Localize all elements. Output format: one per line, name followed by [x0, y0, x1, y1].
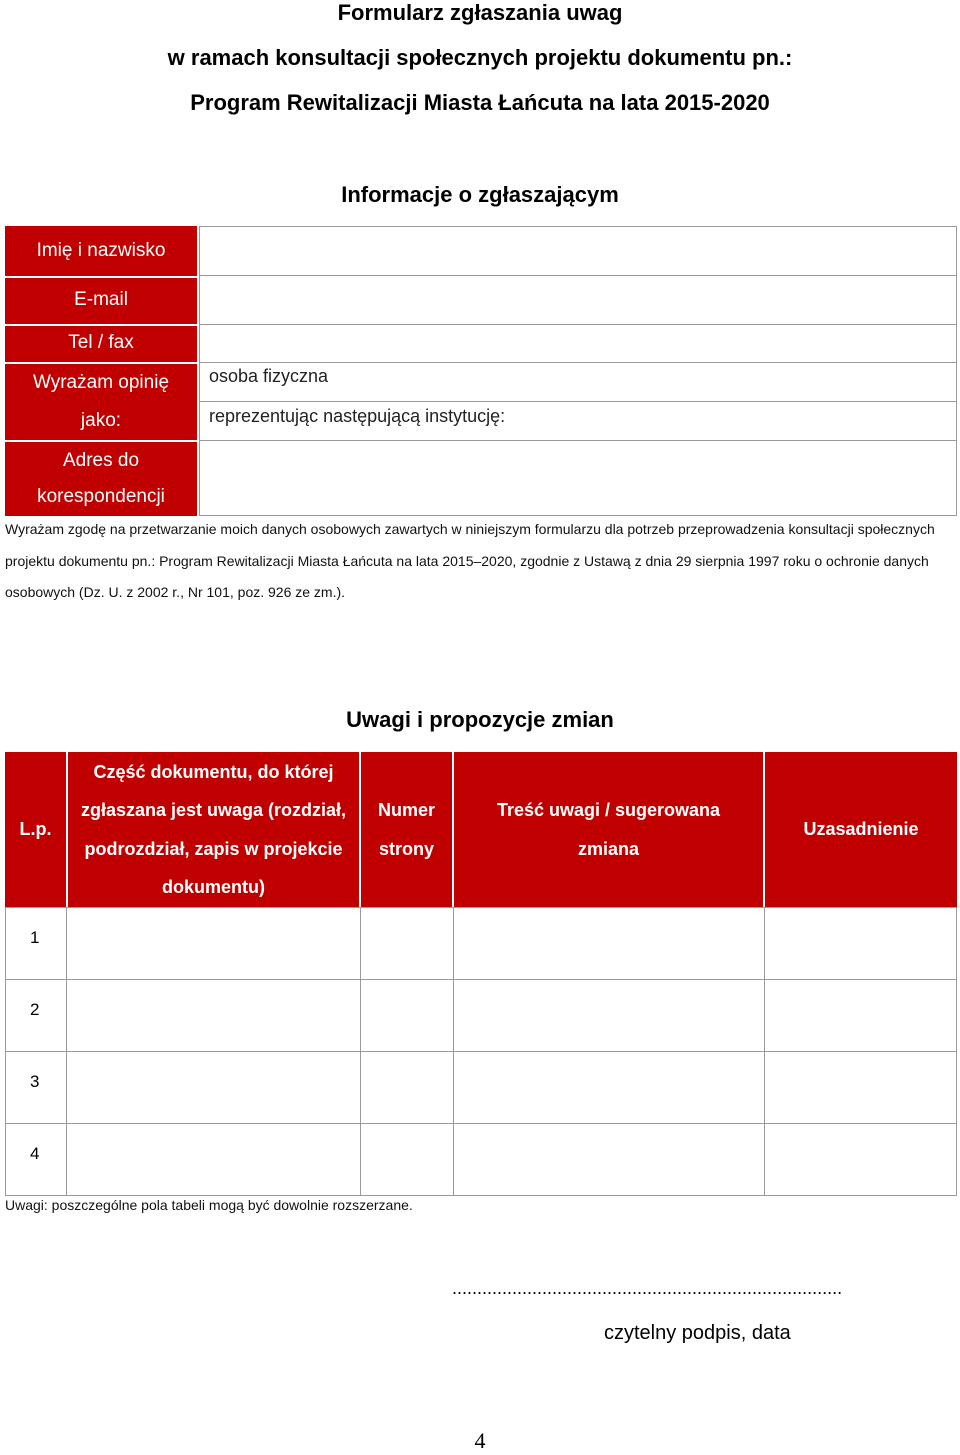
- submitter-table: [5, 226, 957, 516]
- submitter-section-title: Informacje o zgłaszającym: [341, 182, 619, 207]
- col-lp: [5, 752, 66, 907]
- row-number: 2: [30, 1000, 40, 1019]
- col-content-line: zmiana: [577, 838, 640, 859]
- justification-cell[interactable]: [764, 907, 957, 980]
- name-field[interactable]: [199, 226, 957, 276]
- col-comment-content: [454, 752, 763, 907]
- col-document-part: [68, 752, 359, 907]
- consent-text: Wyrażam zgodę na przetwarzanie moich danych osobowych zawartych w niniejszym formularzu dla potrzeb przeprowadzenia konsultacji społecznych projektu dokumentu pn.: Program Rewitalizacji Miasta Łańcuta na lata 2015–2020, zgodnie z Ustawą z dnia 29 sierpnia 1997 roku o ochronie danych osobowych (Dz. U. z 2002 r., Nr 101, poz. 926 ze zm.).: [5, 521, 935, 600]
- col-part-line: Część dokumentu, do której: [93, 761, 334, 782]
- comments-table: [5, 752, 957, 1196]
- col-justification: [765, 752, 957, 907]
- col-lp-label: L.p.: [19, 819, 52, 840]
- col-page-line: Numer: [377, 800, 435, 820]
- phone-label: Tel / fax: [68, 332, 134, 353]
- content-cell[interactable]: [453, 1051, 765, 1124]
- row-number: 1: [30, 928, 40, 947]
- address-label: Adres do: [62, 450, 140, 471]
- col-page-number: [361, 752, 452, 907]
- table-body: [5, 907, 957, 1196]
- content-cell[interactable]: [453, 907, 765, 980]
- email-field[interactable]: [199, 275, 957, 325]
- option-institution[interactable]: reprezentując następującą instytucję:: [209, 406, 506, 426]
- form-subtitle: w ramach konsultacji społecznych projektu dokumentu pn.:: [167, 45, 793, 70]
- page-cell[interactable]: [360, 1123, 454, 1196]
- content-cell[interactable]: [453, 1123, 765, 1196]
- form-title: Formularz zgłaszania uwag: [337, 0, 623, 25]
- address-field[interactable]: [199, 440, 957, 516]
- comments-section-title: Uwagi i propozycje zmian: [346, 707, 614, 732]
- col-justification-label: Uzasadnienie: [803, 819, 919, 840]
- signature-line[interactable]: ..............................................................................: [452, 1278, 843, 1298]
- part-cell[interactable]: [66, 979, 361, 1052]
- row-number: 4: [30, 1144, 40, 1163]
- row-number: 3: [30, 1072, 40, 1091]
- part-cell[interactable]: [66, 907, 361, 980]
- content-cell[interactable]: [453, 979, 765, 1052]
- col-part-line: dokumentu): [162, 877, 265, 897]
- name-label: Imię i nazwisko: [36, 240, 166, 261]
- address-label-cont: korespondencji: [37, 486, 165, 507]
- part-cell[interactable]: [66, 1123, 361, 1196]
- table-note: Uwagi: poszczególne pola tabeli mogą być dowolnie rozszerzane.: [5, 1197, 413, 1213]
- opinion-label: Wyrażam opinię: [32, 372, 170, 393]
- signature-label: czytelny podpis, data: [604, 1322, 791, 1344]
- page-cell[interactable]: [360, 907, 454, 980]
- page-number: 4: [474, 1428, 486, 1453]
- page-cell[interactable]: [360, 1051, 454, 1124]
- col-content-line: Treść uwagi / sugerowana: [496, 800, 721, 820]
- page-cell[interactable]: [360, 979, 454, 1052]
- col-part-line: podrozdział, zapis w projekcie: [84, 838, 343, 859]
- phone-field[interactable]: [199, 324, 957, 363]
- justification-cell[interactable]: [764, 1123, 957, 1196]
- justification-cell[interactable]: [764, 979, 957, 1052]
- document-name: Program Rewitalizacji Miasta Łańcuta na lata 2015-2020: [190, 90, 770, 115]
- email-label: E-mail: [74, 289, 128, 310]
- opinion-label-cont: jako:: [80, 410, 122, 431]
- option-person[interactable]: osoba fizyczna: [209, 366, 329, 386]
- part-cell[interactable]: [66, 1051, 361, 1124]
- justification-cell[interactable]: [764, 1051, 957, 1124]
- col-page-line: strony: [378, 838, 434, 859]
- col-part-line: zgłaszana jest uwaga (rozdział,: [80, 800, 347, 820]
